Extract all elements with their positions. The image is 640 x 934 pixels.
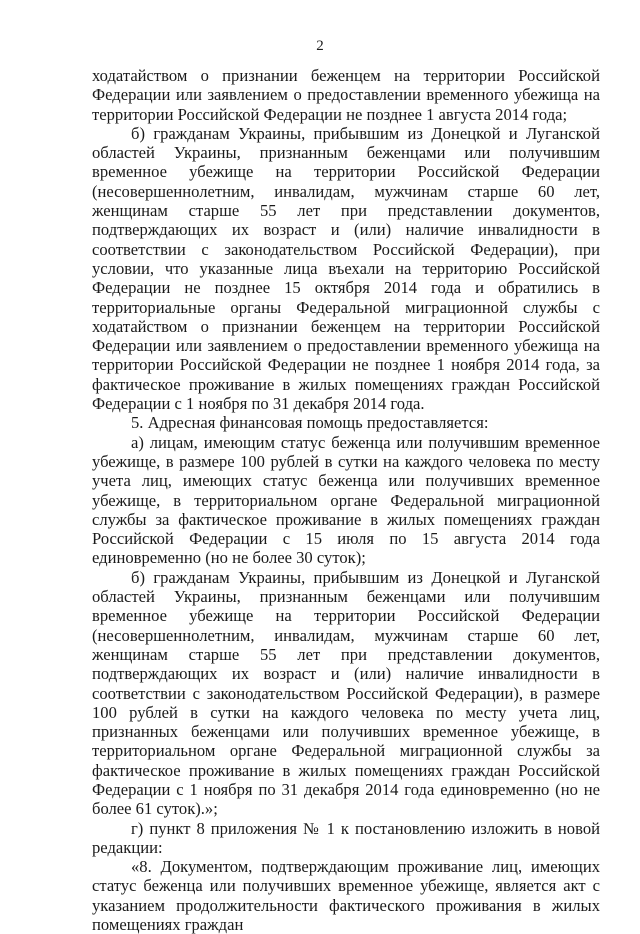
page-number: 2 (316, 38, 324, 54)
paragraph-continuation: ходатайством о признании беженцем на территории Российской Федерации или заявлением о предоставлении временного убежища на территории Российской Федерации не позднее 1 августа 2014 года; (92, 66, 600, 124)
paragraph-item-b: б) гражданам Украины, прибывшим из Донецкой и Луганской областей Украины, признанным беженцами или получившим временное убежище на территории Российской Федерации (несовершеннолетним, инвалидам, мужчинам старше 60 лет, женщинам старше 55 лет при представлении документов, подтверждающих их возраст и (или) наличие инвалидности в соответствии с законодательством Российской Федерации), при условии, что указанные лица въехали на территорию Российской Федерации не позднее 15 октября 2014 года и обратились в территориальные органы Федеральной миграционной службы с ходатайством о признании беженцем на территории Российской Федерации или заявлением о предоставлении временного убежища на территории Российской Федерации не позднее 1 ноября 2014 года, за фактическое проживание в жилых помещениях граждан Российской Федерации с 1 ноября по 31 декабря 2014 года. (92, 123, 600, 414)
paragraph-item-a: а) лицам, имеющим статус беженца или получившим временное убежище, в размере 100 рублей в сутки на каждого человека по месту учета лиц, имеющих статус беженца или получивших временное убежище, в территориальном органе Федеральной миграционной службы за фактическое проживание в жилых помещениях граждан Российской Федерации с 15 июля по 15 августа 2014 года единовременно (но не более 30 суток); (92, 432, 600, 568)
paragraph-section-5: 5. Адресная финансовая помощь предоставляется: (131, 413, 489, 433)
paragraph-quote-8: «8. Документом, подтверждающим проживание лиц, имеющих статус беженца или получивших временное убежище, является акт с указанием продолжительности фактического проживания в жилых помещениях граждан (92, 857, 600, 934)
paragraph-item-b-2: б) гражданам Украины, прибывшим из Донецкой и Луганской областей Украины, признанным беженцами или получившим временное убежище на территории Российской Федерации (несовершеннолетним, инвалидам, мужчинам старше 60 лет, женщинам старше 55 лет при представлении документов, подтверждающих их возраст и (или) наличие инвалидности в соответствии с законодательством Российской Федерации), в размере 100 рублей в сутки на каждого человека по месту учета лиц, признанных беженцами или получивших временное убежище, в территориальном органе Федеральной миграционной службы за фактическое проживание в жилых помещениях граждан Российской Федерации с 1 ноября по 31 декабря 2014 года единовременно (но не более 61 суток).»; (92, 567, 600, 819)
paragraph-item-g: г) пункт 8 приложения № 1 к постановлению изложить в новой редакции: (92, 818, 600, 857)
document-body (92, 66, 600, 934)
